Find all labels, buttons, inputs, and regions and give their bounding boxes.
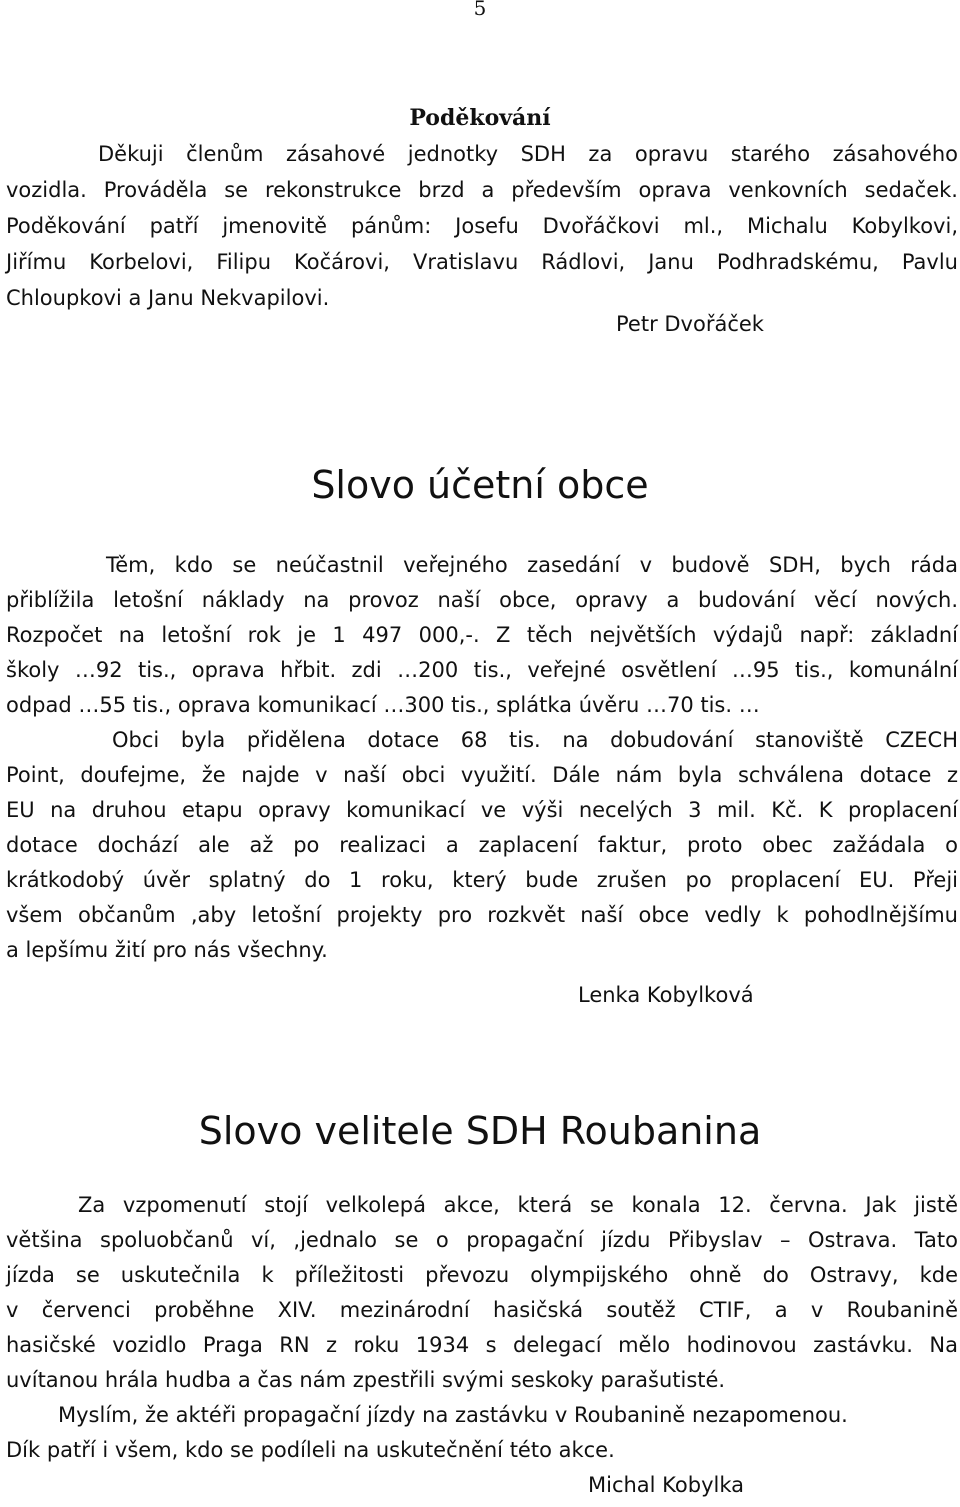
paragraph-line: hasičské vozidlo Praga RN z roku 1934 s delegací mělo hodinovou zastávku. Na bbox=[6, 1333, 958, 1357]
paragraph-line: Obci byla přidělena dotace 68 tis. na dobudování stanoviště CZECH bbox=[112, 728, 958, 752]
thanks-signature: Petr Dvořáček bbox=[616, 312, 764, 336]
paragraph-line: Chloupkovi a Janu Nekvapilovi. bbox=[6, 286, 330, 310]
paragraph-line: krátkodobý úvěr splatný do 1 roku, který bude zrušen po proplacení EU. Přeji bbox=[6, 868, 958, 892]
paragraph-line: a lepšímu žití pro nás všechny. bbox=[6, 938, 328, 962]
paragraph-line: přiblížila letošní náklady na provoz naší obce, opravy a budování věcí nových. bbox=[6, 588, 958, 612]
commander-signature: Michal Kobylka bbox=[588, 1473, 745, 1497]
commander-section bbox=[6, 1188, 958, 1503]
thanks-title: Poděkování bbox=[409, 105, 551, 131]
paragraph-line: Poděkování patří jmenovitě pánům: Josefu Dvořáčkovi ml., Michalu Kobylkovi, bbox=[6, 214, 958, 238]
thanks-section bbox=[6, 136, 958, 342]
accountant-section bbox=[6, 548, 958, 1013]
paragraph-line: Těm, kdo se neúčastnil veřejného zasedání v budově SDH, bych ráda bbox=[106, 553, 958, 577]
paragraph-line: školy …92 tis., oprava hřbit. zdi …200 tis., veřejné osvětlení …95 tis., komunální bbox=[6, 658, 958, 682]
paragraph-line: Jiřímu Korbelovi, Filipu Kočárovi, Vratislavu Rádlovi, Janu Podhradskému, Pavlu bbox=[6, 250, 958, 274]
paragraph-line: Za vzpomenutí stojí velkolepá akce, která se konala 12. června. Jak jistě bbox=[78, 1193, 958, 1217]
paragraph-line: uvítanou hrála hudba a čas nám zpestřili svými seskoky parašutisté. bbox=[6, 1368, 726, 1392]
paragraph-line: odpad …55 tis., oprava komunikací …300 tis., splátka úvěru …70 tis. … bbox=[6, 693, 760, 717]
accountant-heading: Slovo účetní obce bbox=[311, 463, 649, 507]
commander-heading: Slovo velitele SDH Roubanina bbox=[198, 1109, 762, 1153]
paragraph-line: Děkuji členům zásahové jednotky SDH za opravu starého zásahového bbox=[98, 142, 958, 166]
paragraph-line: většina spoluobčanů ví, ,jednalo se o propagační jízdu Přibyslav – Ostrava. Tato bbox=[6, 1228, 958, 1252]
accountant-signature: Lenka Kobylková bbox=[578, 983, 754, 1007]
paragraph-line: všem občanům ,aby letošní projekty pro rozkvět naší obce vedly k pohodlnějšímu bbox=[6, 903, 958, 927]
paragraph-line: Dík patří i všem, kdo se podíleli na uskutečnění této akce. bbox=[6, 1438, 615, 1462]
paragraph-line: Rozpočet na letošní rok je 1 497 000,-. Z těch největších výdajů např: základní bbox=[6, 623, 958, 647]
paragraph-line: Myslím, že aktéři propagační jízdy na zastávku v Roubanině nezapomenou. bbox=[58, 1403, 848, 1427]
paragraph-line: dotace dochází ale až po realizaci a zaplacení faktur, proto obec zažádala o bbox=[6, 833, 958, 857]
paragraph-line: jízda se uskutečnila k příležitosti převozu olympijského ohně do Ostravy, kde bbox=[6, 1263, 958, 1287]
paragraph-line: Point, doufejme, že najde v naší obci využití. Dále nám byla schválena dotace z bbox=[6, 763, 958, 787]
paragraph-line: v červenci proběhne XIV. mezinárodní hasičská soutěž CTIF, a v Roubanině bbox=[6, 1298, 958, 1322]
paragraph-line: EU na druhou etapu opravy komunikací ve výši necelých 3 mil. Kč. K proplacení bbox=[6, 798, 958, 822]
page-number: 5 bbox=[473, 0, 487, 20]
paragraph-line: vozidla. Prováděla se rekonstrukce brzd a především oprava venkovních sedaček. bbox=[6, 178, 958, 202]
